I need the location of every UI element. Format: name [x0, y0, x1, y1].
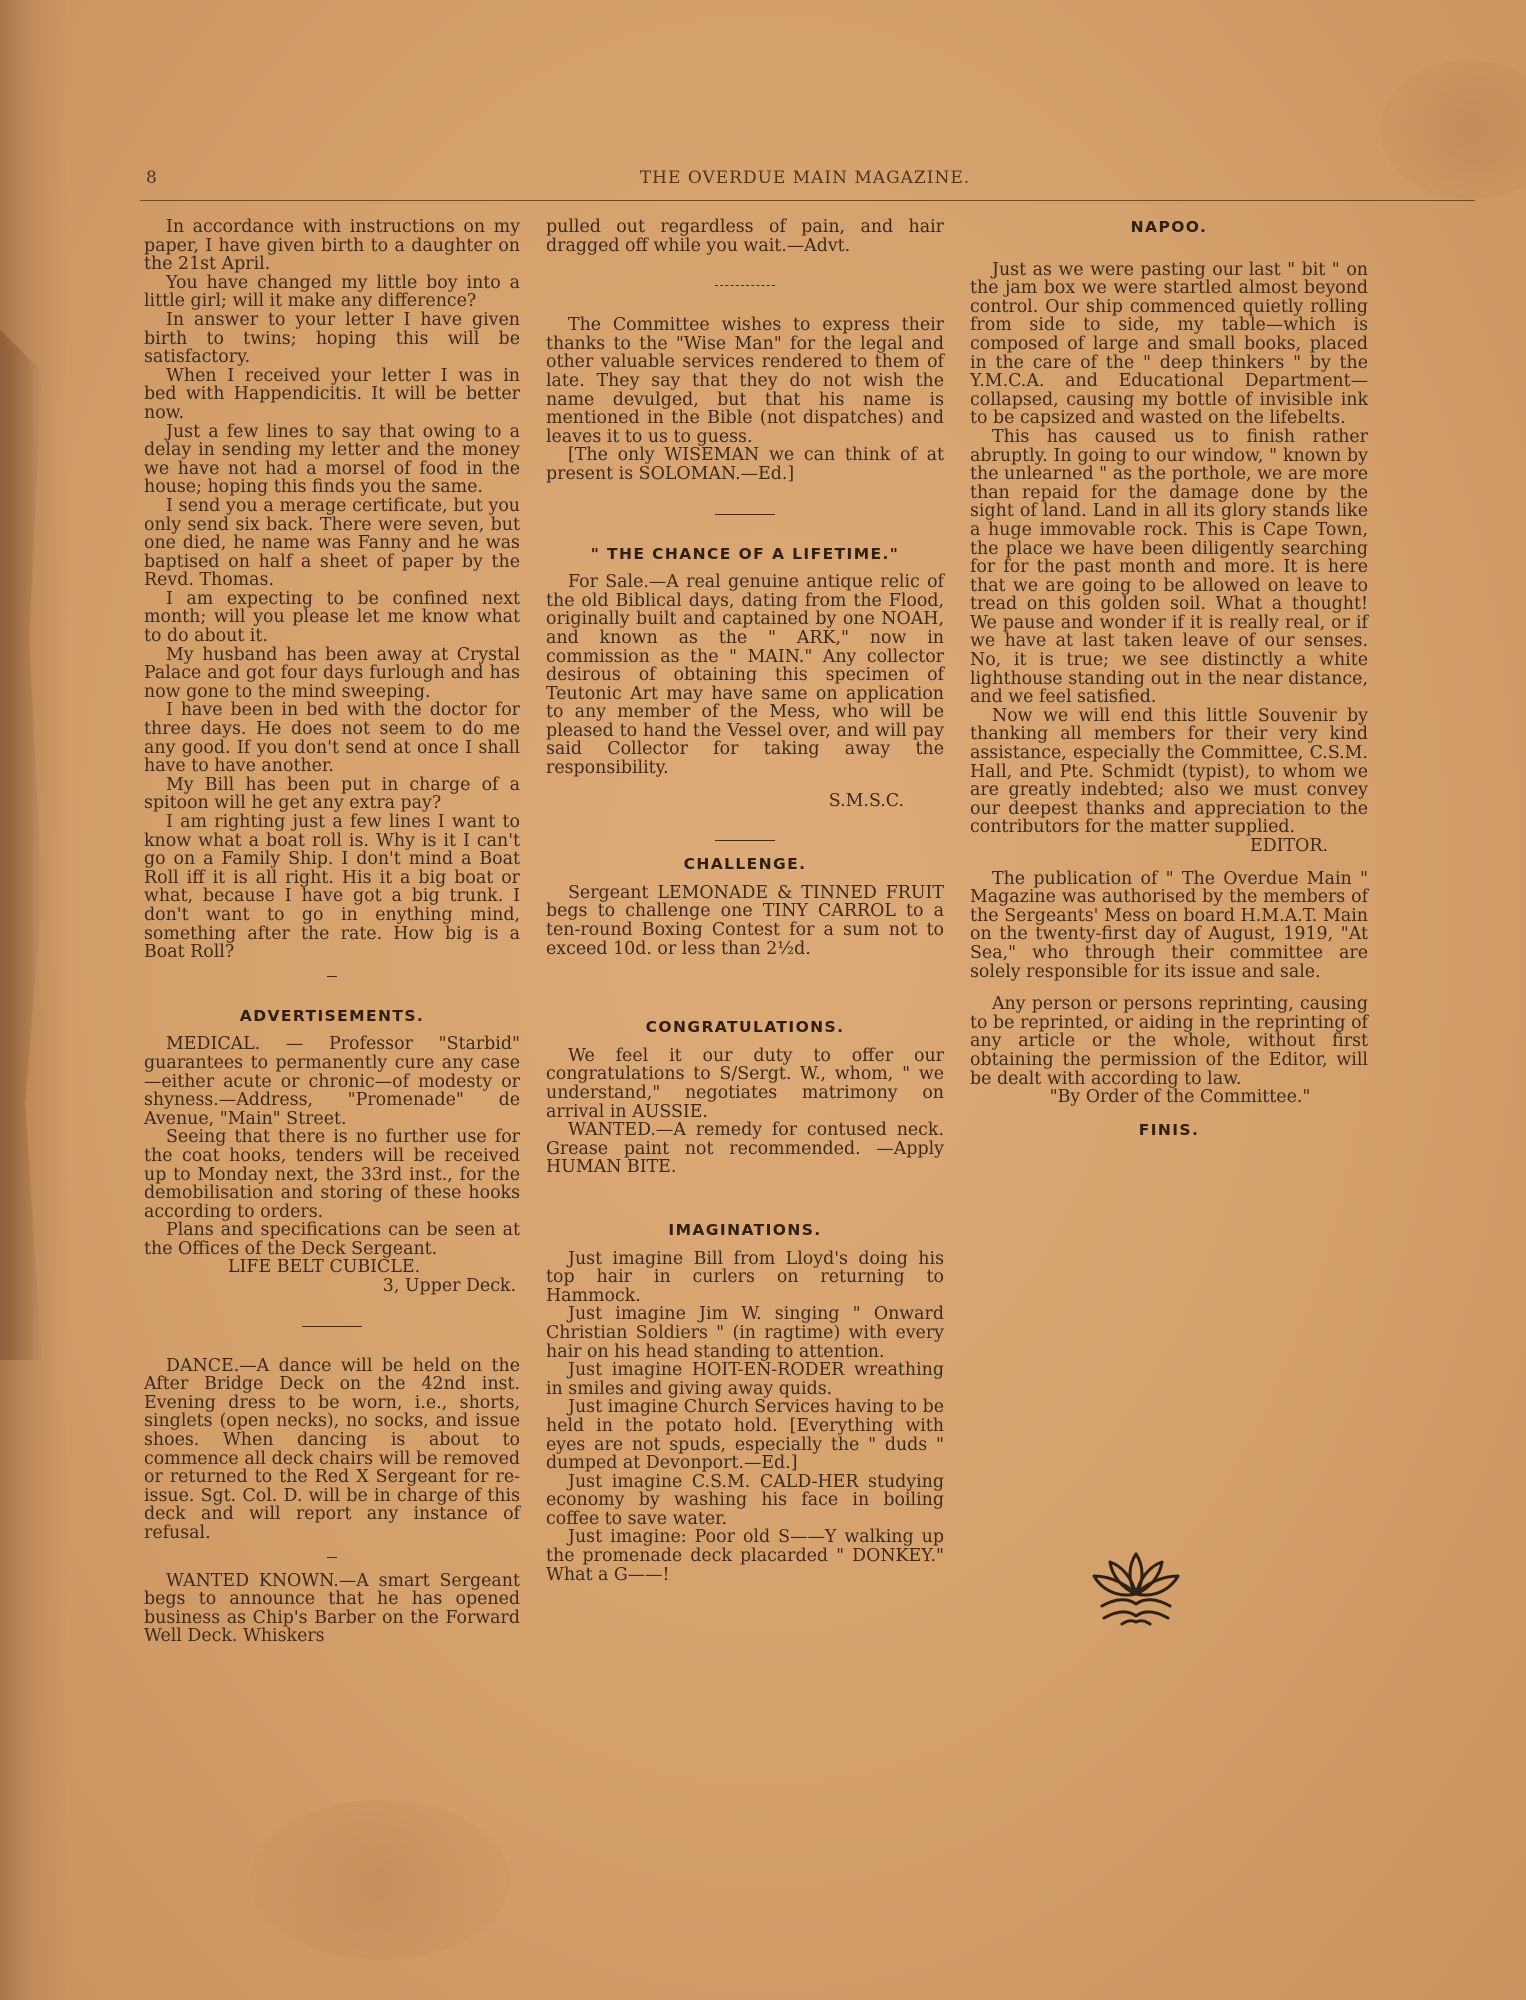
- challenge-paragraph: Sergeant LEMONADE & TINNED FRUIT begs to challenge one TINY CARROL to a ten-round Boxing Contest for a sum not to exceed 10d. or less than 2½d.: [546, 882, 944, 959]
- letter-paragraph: In accordance with instructions on my paper, I have given birth to a daughter on the 21st April.: [144, 217, 520, 275]
- letter-paragraph: My husband has been away at Crystal Palace and got four days furlough and has now gone to the mind sweeping.: [144, 644, 520, 702]
- column-right: [970, 218, 1368, 1149]
- dance-notice: DANCE.—A dance will be held on the After Bridge Deck on the 42nd inst. Evening dress to be worn, i.e., shorts, singlets (open necks), no socks, and issue shoes. When dancing is about to commence all deck chairs will be removed or returned to the Red X Sergeant for re-issue. Sgt. Col. D. will be in charge of this deck and will report any instance of refusal.: [144, 1355, 520, 1543]
- advertisements-heading: ADVERTISEMENTS.: [239, 1006, 425, 1025]
- ad-address: 3, Upper Deck.: [382, 1276, 516, 1297]
- napoo-heading: NAPOO.: [1130, 218, 1208, 236]
- page-number: 8: [146, 168, 157, 188]
- imaginations-heading: IMAGINATIONS.: [668, 1220, 822, 1239]
- napoo-paragraph: Just as we were pasting our last " bit " on the jam box we were startled almost beyond control. Our ship commenced quietly rolling from side to side, my table—which is composed of large and small books, placed in the care of the " deep thinkers " by the Y.M.C.A. and Educational Department—collapsed, causing my bottle of invisible ink to be capsized and wasted on the lifebelts.: [970, 259, 1368, 429]
- congratulations-paragraph: We feel it our duty to offer our congratulations to S/Sergt. W., whom, " we understand," negotiates matrimony on arrival in AUSSIE.: [546, 1045, 944, 1122]
- letter-paragraph: Just a few lines to say that owing to a delay in sending my letter and the money we have not had a morsel of food in the house; hoping this finds you the same.: [144, 421, 520, 498]
- page-header: [140, 162, 1470, 198]
- letter-paragraph: I am righting just a few lines I want to know what a boat roll is. Why is it I can't go on a Family Ship. I don't mind a Boat Roll iff it is all right. His it a big boat or what, because I have got a big trunk. I don't want to go in enything mind, something after the rate. How big is a Boat Roll?: [144, 812, 520, 963]
- continued-paragraph: pulled out regardless of pain, and hair dragged off while you wait.—Advt.: [546, 217, 944, 256]
- imagination-item: Just imagine: Poor old S——Y walking up the promenade deck placarded " DONKEY." What a G——!: [546, 1527, 944, 1585]
- ad-paragraph: MEDICAL. — Professor "Starbid" guarantees to permanently cure any case—either acute or chronic—of modesty or shyness.—Address, "Promenade" de Avenue, "Main" Street.: [144, 1034, 520, 1129]
- imagination-item: Just imagine C.S.M. CALD-HER studying economy by washing his face in boiling coffee to save water.: [546, 1471, 944, 1529]
- letter-paragraph: My Bill has been put in charge of a spitoon will he get any extra pay?: [144, 774, 520, 814]
- napoo-paragraph: Now we will end this little Souvenir by thanking all members for their very kind assistance, especially the Committee, C.S.M. Hall, and Pte. Schmidt (typist), to whom we are greatly indebted; also we must convey our deepest thanks and appreciation to the contributors for the matter supplied.: [970, 705, 1368, 838]
- letter-paragraph: You have changed my little boy into a little girl; will it make any difference?: [144, 272, 520, 312]
- napoo-paragraph: This has caused us to finish rather abruptly. In going to our window, " known by the unlearned " as the porthole, we are more than repaid for the damage done by the sight of land. Land in all its glory stands like a huge immovable rock. This is Cape Town, the place we have been diligently searching for for the past month and more. It is here that we are going to be allowed on leave to tread on this golden soil. What a thought! We pause and wonder if it is really real, or if we have at last taken leave of our senses. No, it is true; we see distinctly a white lighthouse standing out in the near distance, and we feel satisfied.: [970, 426, 1368, 708]
- chance-paragraph: For Sale.—A real genuine antique relic of the old Biblical days, dating from the Flood, originally built and captained by one NOAH, and known as the " ARK," now in commission as the " MAIN." Any collector desirous of obtaining this specimen of Teutonic Art may have same on application to any member of the Mess, who will be pleased to hand the Vessel over, and will pay said Collector for taking away the responsibility.: [546, 572, 944, 779]
- wanted-known-notice: WANTED KNOWN.—A smart Sergeant begs to announce that he has opened business as Chip's Barber on the Forward Well Deck. Whiskers: [144, 1570, 520, 1647]
- imagination-item: Just imagine Bill from Lloyd's doing his top hair in curlers on returning to Hammock.: [546, 1248, 944, 1306]
- letter-paragraph: When I received your letter I was in bed with Happendicitis. It will be better now.: [144, 365, 520, 423]
- lotus-emblem-icon: [1082, 1532, 1190, 1632]
- imagination-item: Just imagine Jim W. singing " Onward Christian Soldiers " (in ragtime) with every hair on his head standing to attention.: [546, 1304, 944, 1362]
- wanted-paragraph: WANTED.—A remedy for contused neck. Grease paint not recommended. —Apply HUMAN BITE.: [546, 1120, 944, 1178]
- committee-notice: The Committee wishes to express their thanks to the "Wise Man" for the legal and other valuable services rendered to them of late. They say that they do not wish the name devulged, but that his name is mentioned in the Bible (not dispatches) and leaves it to us to guess.: [546, 315, 944, 447]
- column-middle: [546, 218, 944, 1584]
- ad-paragraph: Plans and specifications can be seen at the Offices of the Deck Sergeant.: [144, 1220, 520, 1259]
- running-title: THE OVERDUE MAIN MAGAZINE.: [639, 168, 971, 188]
- paper-stain: [250, 1800, 510, 1960]
- imagination-item: Just imagine HOIT-EN-RODER wreathing in smiles and giving away quids.: [546, 1360, 944, 1399]
- congratulations-heading: CONGRATULATIONS.: [645, 1018, 845, 1037]
- editor-signature: EDITOR.: [1250, 836, 1328, 856]
- column-left: [144, 218, 520, 1646]
- chance-signature: S.M.S.C.: [828, 790, 904, 811]
- challenge-heading: CHALLENGE.: [683, 855, 807, 874]
- editor-note: [The only WISEMAN we can think of at present is SOLOMAN.—Ed.]: [546, 445, 944, 484]
- letter-paragraph: I have been in bed with the doctor for three days. He does not seem to do me any good. If you don't send at once I shall have to have another.: [144, 700, 520, 777]
- reprint-notice: Any person or persons reprinting, causing to be reprinted, or aiding in the reprinting of any article or the whole, without first obtaining the permission of the Editor, will be dealt with according to law.: [970, 994, 1368, 1089]
- letter-paragraph: In answer to your letter I have given birth to twins; hoping this will be satisfactory.: [144, 309, 520, 368]
- letter-paragraph: I send you a merage certificate, but you only send six back. There were seven, but one died, he name was Fanny and he was baptised on half a sheet of paper by the Revd. Thomas.: [144, 495, 520, 591]
- letter-paragraph: I am expecting to be confined next month; will you please let me know what to do about it.: [144, 588, 520, 647]
- publication-notice: The publication of " The Overdue Main " Magazine was authorised by the members of the Sergeants' Mess on board H.M.A.T. Main on the twenty-first day of August, 1919, "At Sea," who through their committee are solely responsible for its issue and sale.: [970, 868, 1368, 982]
- committee-order: "By Order of the Committee.": [1049, 1087, 1311, 1108]
- finis-heading: FINIS.: [1138, 1120, 1200, 1139]
- chance-heading: " THE CHANCE OF A LIFETIME.": [590, 544, 900, 563]
- ad-signature: LIFE BELT CUBICLE.: [228, 1257, 421, 1278]
- imagination-item: Just imagine Church Services having to be held in the potato hold. [Everything with eyes are not spuds, especially the " duds " dumped at Devonport.—Ed.]: [546, 1397, 944, 1474]
- ad-paragraph: Seeing that there is no further use for the coat hooks, tenders will be received up to Monday next, the 33rd inst., for the demobilisation and storing of these hooks according to orders.: [144, 1127, 520, 1222]
- header-rule: [140, 200, 1475, 201]
